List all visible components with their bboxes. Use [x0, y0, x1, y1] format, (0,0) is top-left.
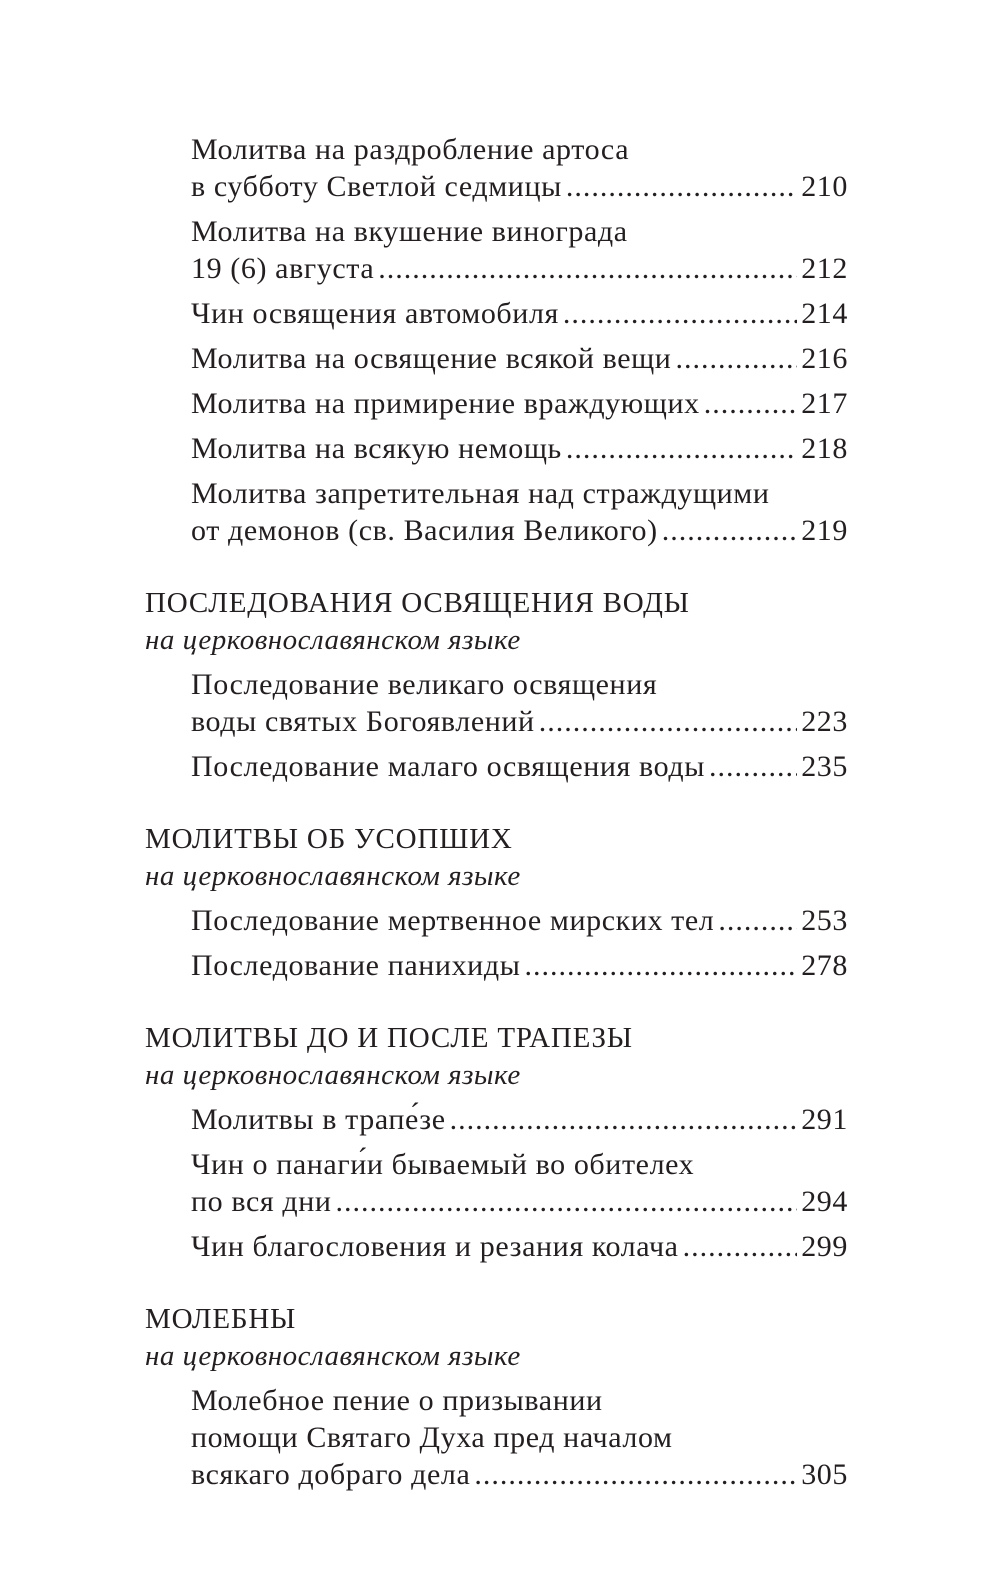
entry-text: воды святых Богоявлений	[191, 705, 535, 738]
section-title[interactable]: МОЛЕБНЫ	[145, 1303, 297, 1335]
toc-entry[interactable]	[191, 666, 848, 740]
toc-section	[145, 1020, 848, 1265]
page-number: 219	[801, 514, 848, 547]
toc-entry[interactable]	[191, 902, 848, 939]
intro-entries	[145, 131, 848, 549]
page-number: 291	[801, 1103, 848, 1136]
entry-line: Молитва запретительная над страждущими	[191, 477, 770, 510]
section-title[interactable]: МОЛИТВЫ ДО И ПОСЛЕ ТРАПЕЗЫ	[145, 1022, 633, 1054]
toc-entry[interactable]	[191, 430, 848, 467]
entry-text: Последование мертвенное мирских тел	[191, 904, 715, 937]
page-number: 223	[801, 705, 848, 738]
section-subtitle: на церковнославянском языке	[145, 1340, 521, 1372]
toc-entry[interactable]	[191, 340, 848, 377]
dot-leader	[709, 748, 797, 785]
dot-leader	[566, 430, 797, 467]
entry-line: Молитва на раздробление артоса	[191, 133, 630, 166]
dot-leader	[378, 250, 797, 287]
dot-leader	[474, 1456, 797, 1493]
section-title[interactable]: ПОСЛЕДОВАНИЯ ОСВЯЩЕНИЯ ВОДЫ	[145, 587, 690, 619]
entry-line: Последование великаго освящения	[191, 668, 658, 701]
page-number: 217	[801, 387, 848, 420]
entry-text: Молитва на всякую немощь	[191, 432, 562, 465]
section-subtitle: на церковнославянском языке	[145, 1059, 521, 1091]
toc-entry[interactable]	[191, 1228, 848, 1265]
toc-entry[interactable]	[191, 475, 848, 549]
toc-entry[interactable]	[191, 131, 848, 205]
toc-section	[145, 1301, 848, 1493]
page-number: 299	[801, 1230, 848, 1263]
section-subtitle: на церковнославянском языке	[145, 860, 521, 892]
dot-leader	[524, 947, 797, 984]
dot-leader	[675, 340, 797, 377]
entry-text: Последование малаго освящения воды	[191, 750, 705, 783]
dot-leader	[704, 385, 797, 422]
page-number: 216	[801, 342, 848, 375]
dot-leader	[563, 295, 797, 332]
toc-entry[interactable]	[191, 385, 848, 422]
page-number: 218	[801, 432, 848, 465]
entry-line: Молебное пение о призывании	[191, 1384, 603, 1417]
entry-line: Чин о панаги́и бываемый во обителех	[191, 1148, 695, 1181]
entry-text: Чин благословения и резания колача	[191, 1230, 679, 1263]
page-number: 278	[801, 949, 848, 982]
toc-entry[interactable]	[191, 947, 848, 984]
entry-text: Чин освящения автомобиля	[191, 297, 559, 330]
entry-text: 19 (6) августа	[191, 252, 375, 285]
page-number: 294	[801, 1185, 848, 1218]
dot-leader	[539, 703, 797, 740]
toc-entry[interactable]	[191, 1146, 848, 1220]
toc-entry[interactable]	[191, 748, 848, 785]
page-number: 253	[801, 904, 848, 937]
toc-entry[interactable]	[191, 1382, 848, 1493]
entry-text: Молитва на примирение враждующих	[191, 387, 700, 420]
table-of-contents	[145, 131, 848, 1501]
entry-text: всякаго добраго дела	[191, 1458, 471, 1491]
entry-text: в субботу Светлой седмицы	[191, 170, 562, 203]
dot-leader	[718, 902, 797, 939]
toc-entry[interactable]	[191, 1101, 848, 1138]
toc-entry[interactable]	[191, 295, 848, 332]
page-number: 210	[801, 170, 848, 203]
dot-leader	[566, 168, 797, 205]
section-title[interactable]: МОЛИТВЫ ОБ УСОПШИХ	[145, 823, 513, 855]
toc-section	[145, 821, 848, 984]
toc-section	[145, 585, 848, 785]
entry-text: по вся дни	[191, 1185, 332, 1218]
entry-line: Молитва на вкушение винограда	[191, 215, 628, 248]
entry-line: помощи Святаго Духа пред началом	[191, 1421, 673, 1454]
entry-text: Последование панихиды	[191, 949, 521, 982]
toc-entry[interactable]	[191, 213, 848, 287]
page-number: 214	[801, 297, 848, 330]
page-number: 212	[801, 252, 848, 285]
entry-text: Молитвы в трапе́зе	[191, 1103, 446, 1136]
section-subtitle: на церковнославянском языке	[145, 624, 521, 656]
dot-leader	[662, 512, 797, 549]
entry-text: Молитва на освящение всякой вещи	[191, 342, 672, 375]
dot-leader	[683, 1228, 798, 1265]
dot-leader	[450, 1101, 798, 1138]
dot-leader	[336, 1183, 798, 1220]
page-number: 305	[801, 1458, 848, 1491]
page-number: 235	[801, 750, 848, 783]
entry-text: от демонов (св. Василия Великого)	[191, 514, 658, 547]
